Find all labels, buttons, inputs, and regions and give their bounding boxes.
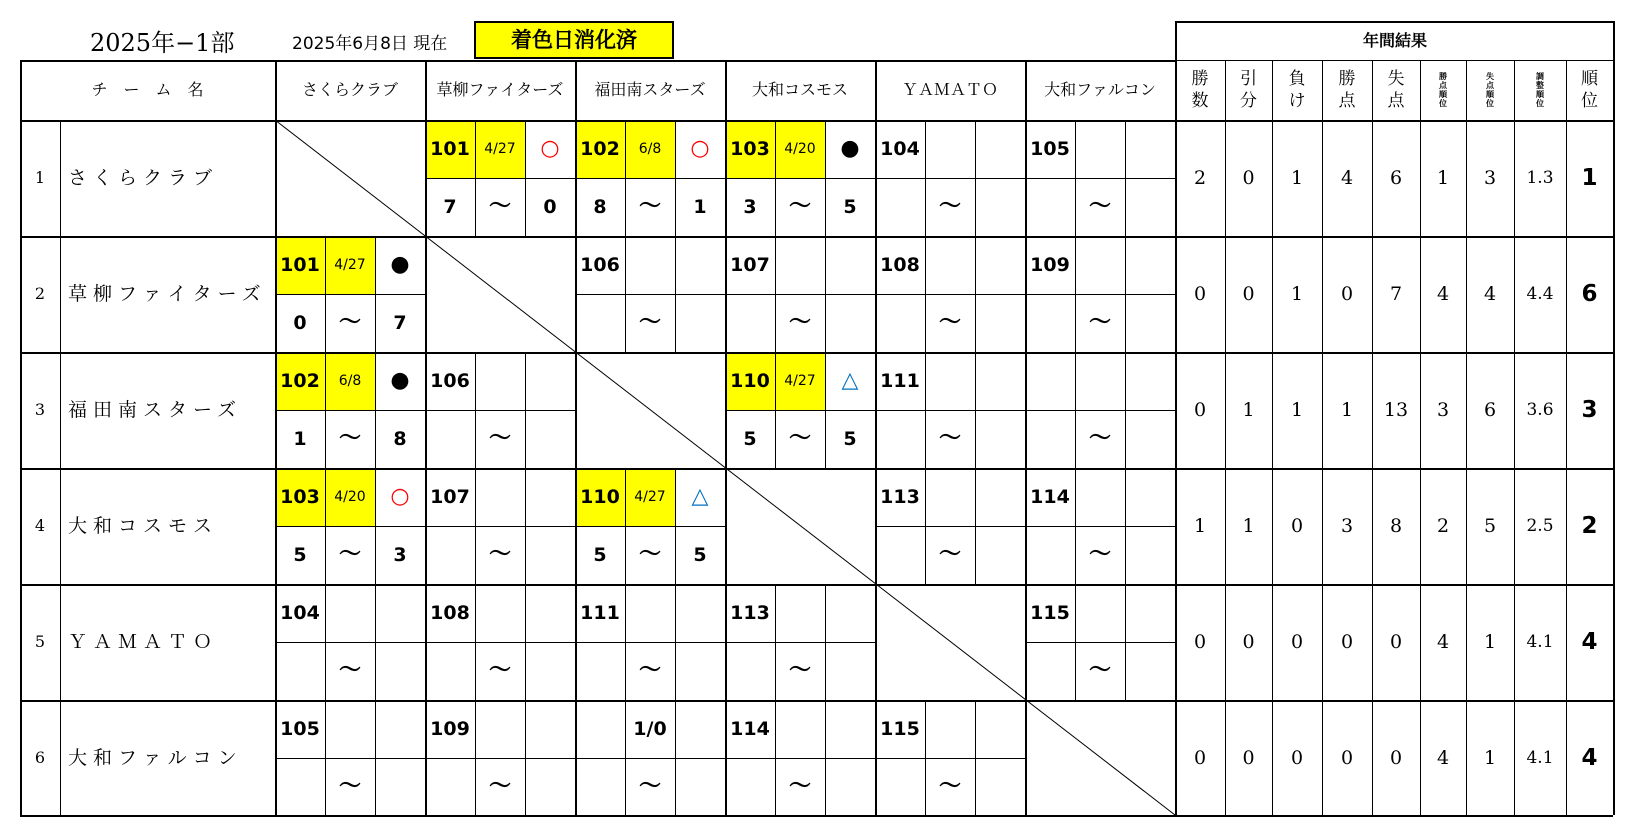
column-team-6: 大和ファルコン <box>1044 80 1156 99</box>
score-separator: 〜 <box>1088 310 1111 335</box>
game-number: 113 <box>730 601 770 624</box>
score-separator: 〜 <box>1088 658 1111 683</box>
score-separator: 〜 <box>488 194 511 219</box>
stat-value: 3 <box>1483 166 1497 189</box>
stat-header-char: 分 <box>1240 91 1257 111</box>
own-score: 5 <box>743 427 757 450</box>
game-number: 104 <box>880 137 920 160</box>
stat-value: 5 <box>1483 514 1497 537</box>
stat-value: 1 <box>1290 166 1304 189</box>
score-separator: 〜 <box>788 774 811 799</box>
own-score: 7 <box>443 195 457 218</box>
score-separator: 〜 <box>488 542 511 567</box>
stat-value: 1 <box>1483 630 1497 653</box>
stat-value: 3.6 <box>1526 399 1554 420</box>
game-number: 102 <box>280 369 320 392</box>
stat-value: 4 <box>1436 630 1450 653</box>
stat-value: 0 <box>1193 746 1207 769</box>
stat-header-char: 勝 <box>1191 69 1209 89</box>
game-number: 115 <box>880 717 920 740</box>
page-title: 2025年−1部 <box>90 29 235 57</box>
rank-value: 1 <box>1581 164 1598 191</box>
score-separator: 〜 <box>788 310 811 335</box>
stat-value: 0 <box>1242 746 1255 769</box>
stat-value: 0 <box>1340 282 1354 305</box>
row-number: 2 <box>34 284 46 303</box>
result-mark: ● <box>390 368 410 393</box>
game-number: 107 <box>730 253 770 276</box>
game-date: 4/20 <box>334 489 366 505</box>
stat-value: 1 <box>1436 166 1450 189</box>
rank-value: 2 <box>1581 512 1598 539</box>
game-number: 101 <box>280 253 320 276</box>
stat-value: 2.5 <box>1526 515 1554 536</box>
stat-header-char: 点 <box>1387 91 1405 111</box>
stat-value: 4 <box>1436 282 1450 305</box>
stat-header-char: 順 <box>1581 69 1598 89</box>
team-name: ＹＡＭＡＴＯ <box>68 630 219 653</box>
game-number: 114 <box>1030 485 1070 508</box>
stat-header-small <box>1420 60 1466 120</box>
stat-header-char: 勝 <box>1338 69 1356 89</box>
stat-value: 3 <box>1340 514 1354 537</box>
stat-value: 1 <box>1483 746 1497 769</box>
stat-header-char: 勝 <box>1439 72 1447 81</box>
column-team-3: 福田南スターズ <box>594 80 706 99</box>
result-mark: ○ <box>390 484 410 509</box>
score-separator: 〜 <box>938 310 961 335</box>
score-separator: 〜 <box>788 426 811 451</box>
game-number: 111 <box>580 601 620 624</box>
stat-header <box>1566 60 1613 120</box>
game-number: 114 <box>730 717 770 740</box>
stat-header-char: 引 <box>1240 69 1257 89</box>
score-separator: 〜 <box>938 774 961 799</box>
stat-header-small <box>1466 60 1514 120</box>
score-separator: 〜 <box>938 426 961 451</box>
stat-value: 0 <box>1242 282 1255 305</box>
stat-header <box>1372 60 1420 120</box>
game-date: 6/8 <box>338 373 362 389</box>
stat-value: 6 <box>1483 398 1497 421</box>
game-number: 103 <box>280 485 320 508</box>
stat-header-char: 順 <box>1536 90 1544 99</box>
score-separator: 〜 <box>488 426 511 451</box>
game-number: 103 <box>730 137 770 160</box>
stat-value: 2 <box>1436 514 1450 537</box>
game-date: 1/0 <box>633 717 667 740</box>
own-score: 5 <box>593 543 607 566</box>
stat-header-char: 位 <box>1439 99 1447 108</box>
row-number: 5 <box>34 632 46 651</box>
game-date: 4/27 <box>784 373 816 389</box>
stat-value: 1 <box>1340 398 1354 421</box>
stat-value: 1 <box>1290 282 1304 305</box>
stat-value: 0 <box>1193 398 1207 421</box>
game-number: 108 <box>430 601 470 624</box>
legend-label: 着色日消化済 <box>511 27 637 52</box>
stat-value: 4 <box>1483 282 1497 305</box>
stat-value: 4 <box>1340 166 1354 189</box>
stat-value: 1.3 <box>1526 167 1554 188</box>
stat-value: 0 <box>1193 630 1207 653</box>
opponent-score: 3 <box>393 543 407 566</box>
opponent-score: 7 <box>393 311 407 334</box>
score-separator: 〜 <box>338 542 361 567</box>
stat-header-char: 順 <box>1439 90 1447 99</box>
stat-value: 0 <box>1290 630 1304 653</box>
result-mark: ○ <box>540 136 560 161</box>
column-team-1: さくらクラブ <box>301 80 398 99</box>
stat-value: 8 <box>1389 514 1403 537</box>
stat-header-char: 点 <box>1338 91 1356 111</box>
stat-header-char: 位 <box>1581 91 1598 111</box>
column-team-2: 草柳ファイターズ <box>436 80 564 99</box>
opponent-score: 1 <box>693 195 707 218</box>
score-separator: 〜 <box>638 194 661 219</box>
score-separator: 〜 <box>488 658 511 683</box>
own-score: 8 <box>593 195 607 218</box>
stat-header-char: 位 <box>1486 99 1494 108</box>
row-number: 1 <box>34 168 46 187</box>
stat-header-char: 点 <box>1439 81 1447 90</box>
game-date: 4/27 <box>334 257 366 273</box>
game-number: 110 <box>580 485 620 508</box>
score-separator: 〜 <box>338 310 361 335</box>
score-separator: 〜 <box>338 774 361 799</box>
team-name: 大和コスモス <box>68 514 219 537</box>
game-number: 107 <box>430 485 470 508</box>
stat-value: 7 <box>1389 282 1403 305</box>
rank-value: 6 <box>1581 280 1598 307</box>
stat-value: 0 <box>1389 746 1403 769</box>
as-of-date: 2025年6月8日 現在 <box>292 33 448 54</box>
column-team-4: 大和コスモス <box>751 80 848 99</box>
stat-value: 4.4 <box>1526 283 1554 304</box>
opponent-score: 5 <box>693 543 707 566</box>
game-number: 105 <box>280 717 320 740</box>
game-number: 106 <box>430 369 470 392</box>
game-number: 106 <box>580 253 620 276</box>
score-separator: 〜 <box>338 426 361 451</box>
stat-value: 1 <box>1290 398 1304 421</box>
score-separator: 〜 <box>1088 194 1111 219</box>
stat-value: 4.1 <box>1526 631 1554 652</box>
stat-header <box>1225 60 1272 120</box>
own-score: 1 <box>293 427 307 450</box>
stat-value: 0 <box>1242 166 1255 189</box>
rank-value: 4 <box>1581 744 1598 771</box>
stat-header-char: 順 <box>1486 90 1494 99</box>
stat-header-char: け <box>1288 91 1306 111</box>
stat-header-char: 数 <box>1191 91 1209 111</box>
rank-value: 3 <box>1581 396 1598 423</box>
team-name: さくらクラブ <box>68 166 219 189</box>
team-name: 福田南スターズ <box>68 398 243 421</box>
row-number: 4 <box>34 516 46 535</box>
game-number: 102 <box>580 137 620 160</box>
annual-results-label: 年間結果 <box>1362 31 1427 50</box>
game-date: 6/8 <box>638 141 662 157</box>
stat-value: 1 <box>1242 398 1255 421</box>
game-number: 101 <box>430 137 470 160</box>
stat-header-char: 整 <box>1536 81 1544 90</box>
column-team-5: ＹＡＭＡＴＯ <box>901 80 998 99</box>
game-number: 108 <box>880 253 920 276</box>
game-number: 111 <box>880 369 920 392</box>
stat-header-char: 点 <box>1486 81 1494 90</box>
game-number: 105 <box>1030 137 1070 160</box>
opponent-score: 8 <box>393 427 407 450</box>
score-separator: 〜 <box>338 658 361 683</box>
stat-value: 0 <box>1242 630 1255 653</box>
stat-header-char: 失 <box>1486 72 1494 81</box>
stat-value: 0 <box>1290 746 1304 769</box>
team-name: 大和ファルコン <box>68 746 243 769</box>
stat-value: 4 <box>1436 746 1450 769</box>
score-separator: 〜 <box>638 774 661 799</box>
stat-value: 0 <box>1290 514 1304 537</box>
stat-header <box>1322 60 1372 120</box>
result-mark: ● <box>840 136 860 161</box>
stat-value: 0 <box>1340 746 1354 769</box>
stat-value: 13 <box>1383 398 1409 421</box>
score-separator: 〜 <box>1088 426 1111 451</box>
score-separator: 〜 <box>788 658 811 683</box>
opponent-score: 5 <box>843 195 857 218</box>
stat-header-char: 調 <box>1536 72 1544 81</box>
result-mark: △ <box>691 484 709 509</box>
game-date: 4/20 <box>784 141 816 157</box>
game-date: 4/27 <box>634 489 666 505</box>
stat-value: 3 <box>1436 398 1450 421</box>
stat-value: 4.1 <box>1526 747 1554 768</box>
stat-header <box>1272 60 1322 120</box>
stat-value: 1 <box>1193 514 1207 537</box>
stat-value: 2 <box>1193 166 1207 189</box>
game-number: 115 <box>1030 601 1070 624</box>
opponent-score: 5 <box>843 427 857 450</box>
team-name-header: チ ー ム 名 <box>91 80 204 99</box>
stat-value: 0 <box>1340 630 1354 653</box>
own-score: 3 <box>743 195 757 218</box>
game-number: 104 <box>280 601 320 624</box>
own-score: 5 <box>293 543 307 566</box>
score-separator: 〜 <box>488 774 511 799</box>
game-number: 113 <box>880 485 920 508</box>
game-number: 109 <box>430 717 470 740</box>
opponent-score: 0 <box>543 195 557 218</box>
game-number: 110 <box>730 369 770 392</box>
score-separator: 〜 <box>938 194 961 219</box>
stat-header <box>1175 60 1225 120</box>
stat-value: 6 <box>1389 166 1403 189</box>
result-mark: ● <box>390 252 410 277</box>
score-separator: 〜 <box>1088 542 1111 567</box>
stat-header-small <box>1514 60 1566 120</box>
row-number: 6 <box>34 748 46 767</box>
score-separator: 〜 <box>638 542 661 567</box>
stat-header-char: 失 <box>1387 69 1405 89</box>
team-name: 草柳ファイターズ <box>68 282 267 305</box>
stat-header-char: 負 <box>1288 69 1306 89</box>
game-date: 4/27 <box>484 141 516 157</box>
score-separator: 〜 <box>938 542 961 567</box>
own-score: 0 <box>293 311 307 334</box>
score-separator: 〜 <box>638 658 661 683</box>
rank-value: 4 <box>1581 628 1598 655</box>
stat-value: 0 <box>1193 282 1207 305</box>
score-separator: 〜 <box>638 310 661 335</box>
result-mark: ○ <box>690 136 710 161</box>
game-number: 109 <box>1030 253 1070 276</box>
score-separator: 〜 <box>788 194 811 219</box>
stat-header-char: 位 <box>1536 99 1544 108</box>
stat-value: 0 <box>1389 630 1403 653</box>
row-number: 3 <box>34 400 46 419</box>
stat-value: 1 <box>1242 514 1255 537</box>
result-mark: △ <box>841 368 859 393</box>
